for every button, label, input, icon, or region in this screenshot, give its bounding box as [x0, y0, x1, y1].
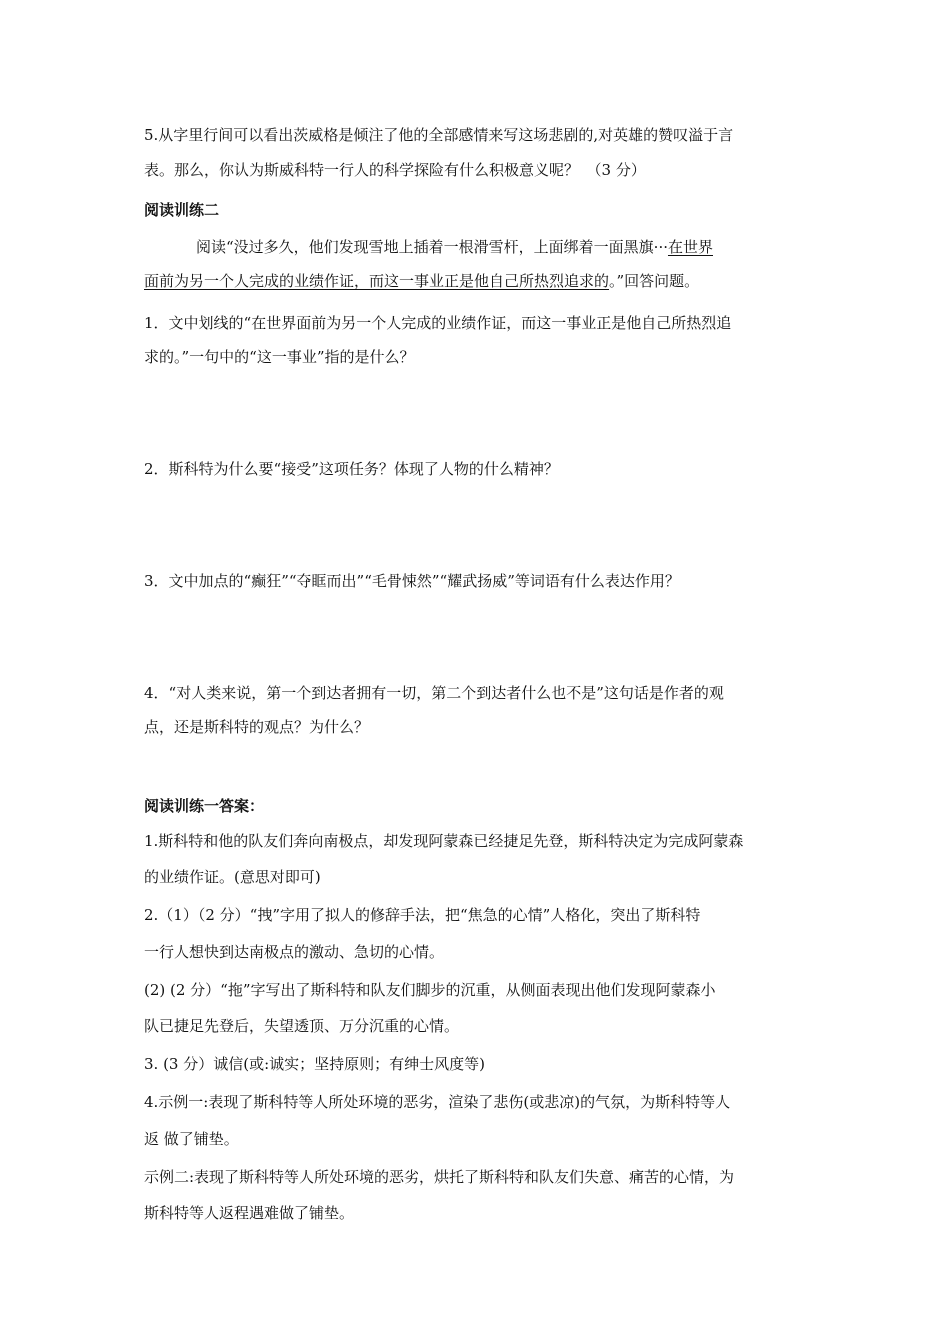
passage-intro-tail: 。”回答问题。 — [609, 272, 700, 290]
answer-4-example-1-line-1: 4.示例一:表现了斯科特等人所处环境的恶劣，渲染了悲伤(或悲凉)的气氛，为斯科特等人 — [144, 1093, 731, 1111]
answer-4-example-2-line-2: 斯科特等人返程遇难做了铺垫。 — [144, 1204, 355, 1222]
passage-intro-plain: 阅读“没过多久，他们发现雪地上插着一根滑雪杆，上面绑着一面黑旗··· — [196, 238, 668, 256]
answer-2-1-line-1: 2.（1）（2 分）“拽”字用了拟人的修辞手法，把“焦急的心情”人格化，突出了斯科特 — [144, 906, 701, 924]
section-heading-training-2: 阅读训练二 — [144, 201, 220, 219]
answer-2-2-line-2: 队已捷足先登后，失望透顶、万分沉重的心情。 — [144, 1017, 460, 1035]
section-heading-answers-1: 阅读训练一答案： — [144, 797, 265, 815]
question-5-line-1: 5.从字里行间可以看出茨威格是倾注了他的全部感情来写这场悲剧的,对英雄的赞叹溢于言 — [144, 126, 734, 144]
question-1-line-2: 求的。”一句中的“这一事业”指的是什么？ — [144, 348, 415, 366]
question-1-line-1: 1．文中划线的“在世界面前为另一个人完成的业绩作证，而这一事业正是他自己所热烈追 — [144, 314, 732, 332]
passage-intro-line-1 — [196, 236, 810, 258]
question-2: 2．斯科特为什么要“接受”这项任务？体现了人物的什么精神？ — [144, 460, 559, 478]
answer-1-line-1: 1.斯科特和他的队友们奔向南极点，却发现阿蒙森已经捷足先登，斯科特决定为完成阿蒙森 — [144, 832, 744, 850]
passage-underlined-sentence-part-1: 在世界 — [667, 238, 713, 256]
question-5-line-2: 表。那么，你认为斯威科特一行人的科学探险有什么积极意义呢？ （3 分） — [144, 161, 646, 179]
passage-underlined-sentence-part-2: 面前为另一个人完成的业绩作证，而这一事业正是他自己所热烈追求的 — [144, 272, 610, 290]
answer-2-1-line-2: 一行人想快到达南极点的激动、急切的心情。 — [144, 943, 445, 961]
passage-intro-line-2 — [144, 270, 810, 292]
answer-2-2-line-1: (2) (2 分）“拖”字写出了斯科特和队友们脚步的沉重，从侧面表现出他们发现阿蒙森小 — [144, 981, 716, 999]
answer-4-example-1-line-2: 返 做了铺垫。 — [144, 1130, 239, 1148]
answer-3: 3. (3 分）诚信(或:诚实；坚持原则；有绅士风度等) — [144, 1055, 486, 1073]
question-4-line-1: 4．“对人类来说，第一个到达者拥有一切，第二个到达者什么也不是”这句话是作者的观 — [144, 684, 724, 702]
answer-1-line-2: 的业绩作证。(意思对即可) — [144, 868, 321, 886]
question-4-line-2: 点，还是斯科特的观点？为什么？ — [144, 718, 370, 736]
answer-4-example-2-line-1: 示例二:表现了斯科特等人所处环境的恶劣，烘托了斯科特和队友们失意、痛苦的心情，为 — [144, 1168, 735, 1186]
question-3: 3．文中加点的“癫狂”“夺眶而出”“毛骨悚然”“耀武扬威”等词语有什么表达作用？ — [144, 572, 680, 590]
